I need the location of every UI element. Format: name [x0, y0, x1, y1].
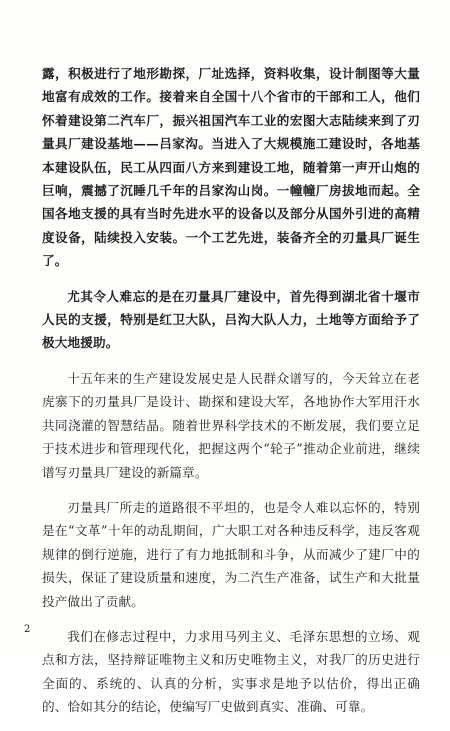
paragraph-1: 露，积极进行了地形勘探，厂址选择，资料收集，设计制图等大量地富有成效的工作。接着来自全国十八个省市的干部和工人，他们怀着建设第二汽车厂，振兴祖国汽车工业的宏图大志陆续来到了刃量具厂建设基地——吕家沟。当进入了大规模施工建设时，各地基本建设队伍，民工从四面八方来到建设工地，随着第一声开山炮的巨响，震撼了沉睡几千年的吕家沟山岗。一幢幢厂房拔地而起。全国各地支援的具有当时先进水平的设备以及部分从国外引进的高精度设备，陆续投入安装。一个工艺先进，装备齐全的刃量具厂诞生了。	[42, 66, 420, 269]
paragraph-3: 十五年来的生产建设发展史是人民群众谱写的，今天耸立在老虎寨下的刃量具厂是设计、勘探和建设大军，各地协作大军用汗水共同浇灌的智慧结晶。随着世界科学技术的不断发展，我们要立足于技术进步和管理现代化，把握这两个“轮子”推动企业前进，继续谱写刃量具厂建设的新篇章。	[42, 370, 420, 480]
page-number: 2	[24, 624, 31, 635]
paragraph-5: 我们在修志过程中，力求用马列主义、毛泽东思想的立场、观点和方法，坚持辩证唯物主义和历史唯物主义，对我厂的历史进行全面的、系统的、认真的分析，实事求是地予以估价，得出正确的、恰如其分的结论，使编写厂史做到真实、准确、可靠。	[42, 628, 420, 715]
paragraph-2: 尤其令人难忘的是在刃量具厂建设中，首先得到湖北省十堰市人民的支援，特别是红卫大队，吕沟大队人力，土地等方面给予了极大地援助。	[42, 288, 420, 351]
body-text	[42, 62, 420, 731]
paragraph-4: 刃量具厂所走的道路很不平坦的，也是令人难以忘怀的，特别是在“文革”十年的动乱期间，广大职工对各种违反科学，违反客观规律的倒行逆施，进行了有力地抵制和斗争，从而减少了建厂中的损失，保证了建设质量和速度，为二汽生产准备，试生产和大批量投产做出了贡献。	[42, 499, 420, 609]
